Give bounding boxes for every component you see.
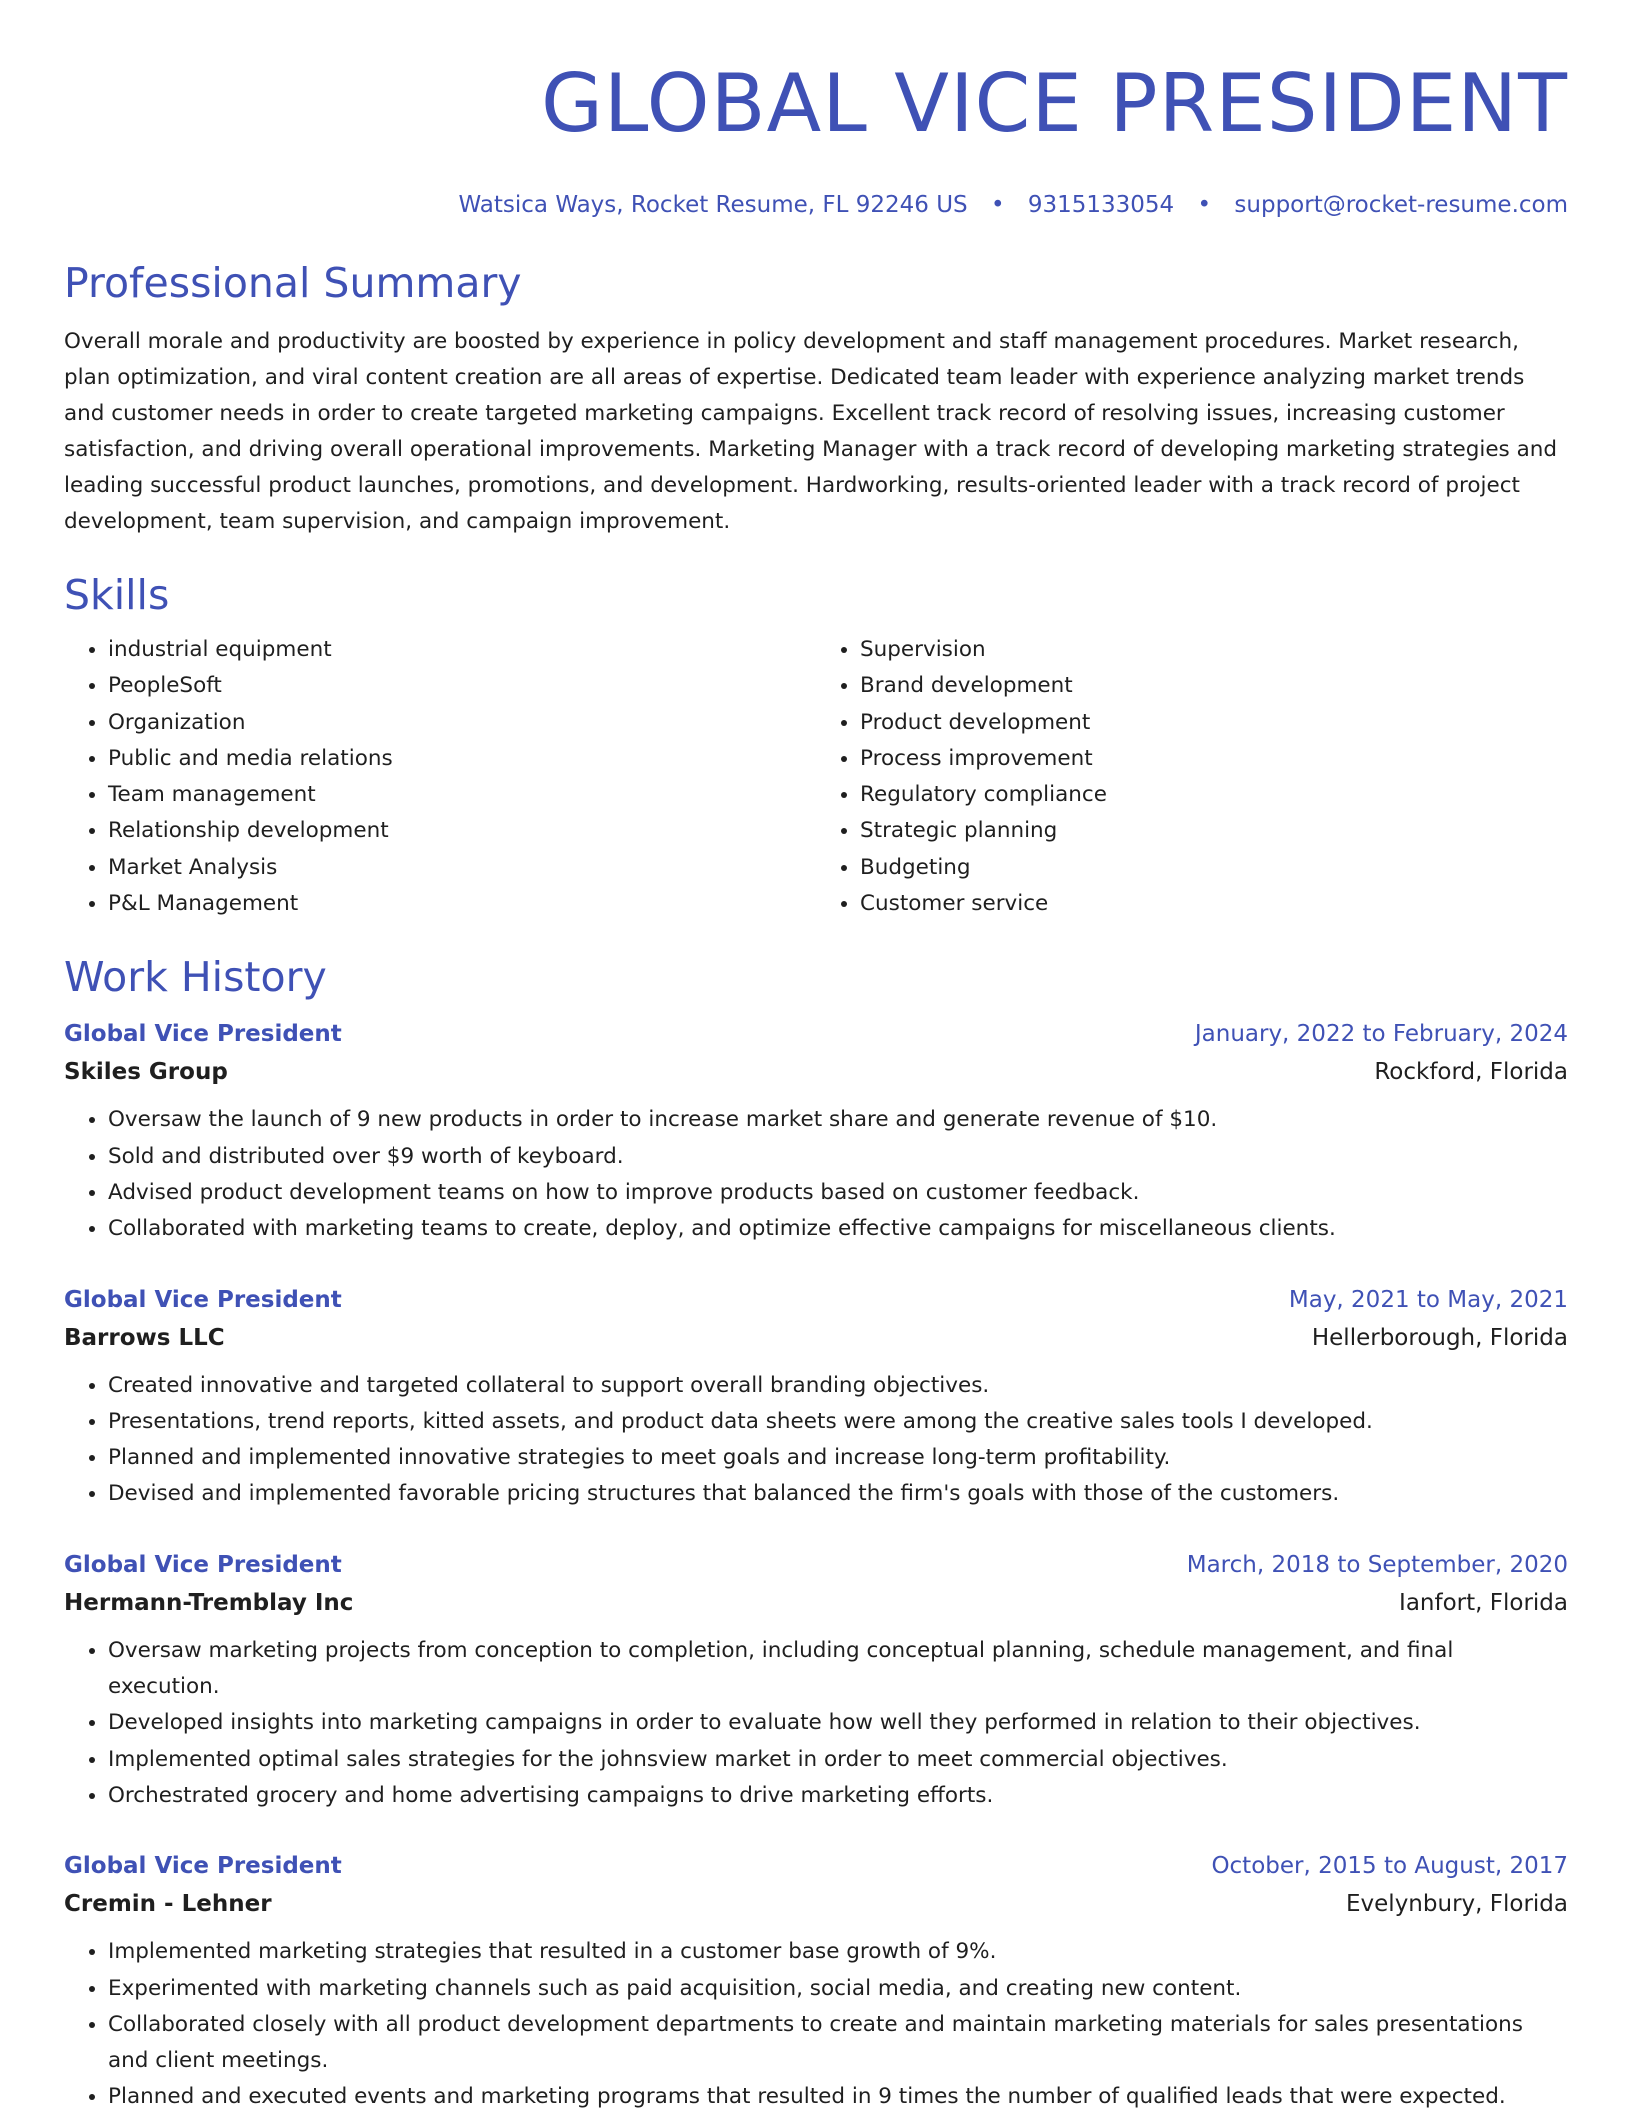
skills-heading: Skills (64, 571, 170, 619)
skill-item: • Public and media relations (108, 741, 816, 777)
job-bullet: • Oversaw the launch of 9 new products in order to increase market share and generate revenue of $10. (108, 1102, 1568, 1138)
skills-column-right (816, 632, 1568, 922)
job-dates: March, 2018 to September, 2020 (1186, 1551, 1568, 1578)
skill-item: • Supervision (860, 632, 1568, 668)
skill-item: • Market Analysis (108, 850, 816, 886)
work-history-heading: Work History (64, 953, 327, 1002)
summary-heading: Professional Summary (64, 259, 522, 307)
job-dates: January, 2022 to February, 2024 (1194, 1021, 1568, 1048)
job-title-row (64, 1016, 1568, 1052)
job-bullet: • Implemented marketing strategies that resulted in a customer base growth of 9%. (108, 1934, 1568, 1970)
skill-item: • Organization (108, 705, 816, 741)
job-bullet: • Sold and distributed over $9 worth of keyboard. (108, 1139, 1568, 1175)
job-entry (64, 1282, 1568, 1513)
job-bullets (64, 1102, 1568, 1247)
skills-column-left (64, 632, 816, 922)
job-title: Global Vice President (64, 1853, 342, 1880)
skill-item: • Brand development (860, 668, 1568, 704)
job-bullet: • Implemented optimal sales strategies for the johnsview market in order to meet commercial objectives. (108, 1742, 1568, 1778)
skills-list (64, 632, 1568, 922)
job-company-row (64, 1884, 1568, 1924)
skill-item: • PeopleSoft (108, 668, 816, 704)
job-bullet: • Oversaw marketing projects from conception to completion, including conceptual planning, schedule management, and final execution. (108, 1633, 1568, 1706)
company-name: Cremin - Lehner (64, 1891, 272, 1918)
skill-item: • Team management (108, 777, 816, 813)
company-name: Skiles Group (64, 1059, 228, 1086)
job-entry (64, 1848, 1568, 2112)
job-dates: May, 2021 to May, 2021 (1288, 1286, 1568, 1313)
skill-item: • Process improvement (860, 741, 1568, 777)
job-entry (64, 1547, 1568, 1814)
job-title-row (64, 1282, 1568, 1318)
contact-separator: • (990, 192, 1005, 218)
company-name: Barrows LLC (64, 1324, 225, 1351)
job-company-row (64, 1583, 1568, 1623)
skill-item: • industrial equipment (108, 632, 816, 668)
skill-item: • Strategic planning (860, 813, 1568, 849)
job-title: Global Vice President (64, 1021, 342, 1048)
resume-header (64, 56, 1568, 220)
skill-item: • Budgeting (860, 850, 1568, 886)
job-location: Rockford, Florida (1374, 1059, 1568, 1086)
job-location: Hellerborough, Florida (1311, 1324, 1568, 1351)
job-bullet: • Experimented with marketing channels such as paid acquisition, social media, and creating new content. (108, 1971, 1568, 2007)
job-bullets (64, 1368, 1568, 1513)
company-name: Hermann-Tremblay Inc (64, 1589, 354, 1616)
skill-item: • P&L Management (108, 886, 816, 922)
job-bullet: • Devised and implemented favorable pricing structures that balanced the firm's goals with those of the customers. (108, 1476, 1568, 1512)
skill-item: • Relationship development (108, 813, 816, 849)
email-link[interactable]: support@rocket-resume.com (1234, 192, 1568, 218)
job-title-row (64, 1848, 1568, 1884)
job-bullet: • Planned and executed events and marketing programs that resulted in 9 times the number of qualified leads that were expected. (108, 2079, 1568, 2112)
job-bullet: • Planned and implemented innovative strategies to meet goals and increase long-term profitability. (108, 1440, 1568, 1476)
job-bullet: • Collaborated with marketing teams to create, deploy, and optimize effective campaigns for miscellaneous clients. (108, 1211, 1568, 1247)
contact-line (64, 190, 1568, 220)
job-company-row (64, 1052, 1568, 1092)
skill-item: • Regulatory compliance (860, 777, 1568, 813)
job-dates: October, 2015 to August, 2017 (1211, 1853, 1568, 1880)
skill-item: • Product development (860, 705, 1568, 741)
skill-item: • Customer service (860, 886, 1568, 922)
job-entry (64, 1016, 1568, 1247)
job-bullet: • Advised product development teams on how to improve products based on customer feedback. (108, 1175, 1568, 1211)
job-location: Ianfort, Florida (1399, 1589, 1568, 1616)
job-bullet: • Orchestrated grocery and home advertising campaigns to drive marketing efforts. (108, 1778, 1568, 1814)
job-company-row (64, 1318, 1568, 1358)
candidate-name: GLOBAL VICE PRESIDENT (540, 57, 1568, 150)
job-bullet: • Created innovative and targeted collateral to support overall branding objectives. (108, 1368, 1568, 1404)
job-title: Global Vice President (64, 1551, 342, 1578)
job-bullet: • Presentations, trend reports, kitted assets, and product data sheets were among the creative sales tools I developed. (108, 1404, 1568, 1440)
contact-separator: • (1197, 192, 1212, 218)
job-bullet: • Collaborated closely with all product development departments to create and maintain marketing materials for sales presentations and client meetings. (108, 2007, 1568, 2080)
job-bullets (64, 1934, 1568, 2112)
job-location: Evelynbury, Florida (1346, 1891, 1568, 1918)
job-bullets (64, 1633, 1568, 1814)
job-bullet: • Developed insights into marketing campaigns in order to evaluate how well they performed in relation to their objectives. (108, 1705, 1568, 1741)
job-title-row (64, 1547, 1568, 1583)
job-title: Global Vice President (64, 1286, 342, 1313)
address-text: Watsica Ways, Rocket Resume, FL 92246 US (458, 192, 968, 218)
phone-text: 9315133054 (1027, 192, 1175, 218)
summary-text: Overall morale and productivity are boosted by experience in policy development and staff management procedures. Market research, plan optimization, and viral content creation are all areas of expertise. Dedicated team leader with experience analyzing market trends and customer needs in order to create targeted marketing campaigns. Excellent track record of resolving issues, increasing customer satisfaction, and driving overall operational improvements. Marketing Manager with a track record of developing marketing strategies and leading successful product launches, promotions, and development. Hardworking, results-oriented leader with a track record of project development, team supervision, and campaign improvement. (64, 329, 1558, 534)
